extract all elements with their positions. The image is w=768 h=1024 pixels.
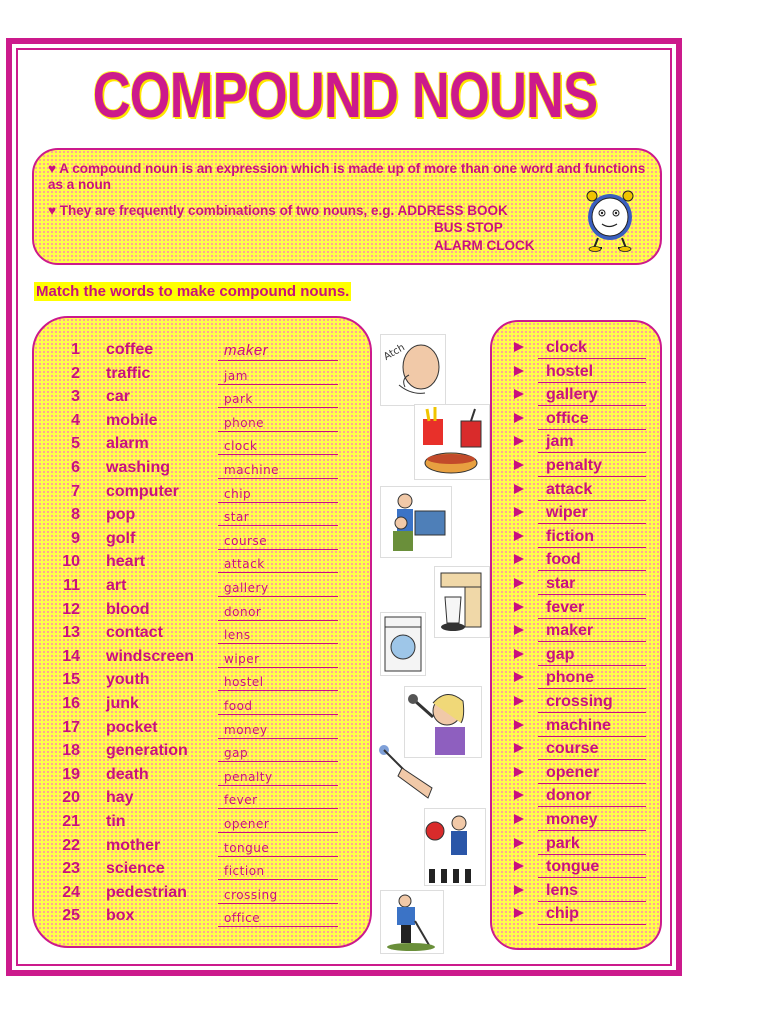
item-word: art bbox=[106, 577, 127, 594]
answer-text: star bbox=[224, 510, 250, 525]
item-number: 19 bbox=[62, 765, 80, 783]
list-item bbox=[0, 530, 360, 552]
list-item bbox=[0, 766, 360, 788]
item-number: 25 bbox=[62, 907, 80, 925]
arrow-bullet-icon bbox=[514, 507, 524, 517]
answer-text: crossing bbox=[224, 887, 278, 902]
arrow-bullet-icon bbox=[514, 366, 524, 376]
answer-line[interactable] bbox=[218, 860, 338, 880]
item-word: golf bbox=[106, 529, 136, 547]
list-item bbox=[0, 435, 360, 457]
list-item bbox=[0, 624, 360, 646]
list-item bbox=[0, 483, 360, 505]
item-word: traffic bbox=[106, 364, 151, 382]
item-number: 3 bbox=[71, 388, 80, 406]
answer-line[interactable] bbox=[218, 907, 338, 927]
answer-option: park bbox=[538, 835, 646, 855]
answer-text: machine bbox=[224, 463, 280, 477]
item-word: alarm bbox=[106, 435, 149, 453]
list-item bbox=[0, 884, 360, 906]
list-item bbox=[0, 742, 360, 764]
item-word: junk bbox=[106, 695, 139, 712]
list-item bbox=[0, 719, 360, 741]
golfer-illustration bbox=[380, 890, 444, 954]
answer-line[interactable] bbox=[218, 789, 338, 809]
list-item bbox=[0, 553, 360, 575]
answer-option: penalty bbox=[538, 457, 646, 477]
worksheet-title: COMPOUND NOUNS bbox=[92, 59, 598, 131]
arrow-bullet-icon bbox=[514, 838, 524, 848]
item-number: 21 bbox=[62, 813, 80, 830]
arrow-bullet-icon bbox=[514, 554, 524, 564]
answer-line[interactable] bbox=[218, 553, 338, 573]
list-item bbox=[0, 813, 360, 835]
arrow-bullet-icon bbox=[514, 460, 524, 470]
item-word: contact bbox=[106, 624, 163, 642]
answer-text: opener bbox=[224, 817, 270, 831]
list-item bbox=[0, 601, 360, 623]
item-word: windscreen bbox=[106, 647, 195, 665]
answer-option: gap bbox=[538, 646, 646, 666]
answer-option: attack bbox=[538, 481, 646, 501]
list-item bbox=[0, 648, 360, 670]
answer-option: money bbox=[538, 811, 646, 831]
answer-option: hostel bbox=[538, 363, 646, 383]
arrow-bullet-icon bbox=[514, 885, 524, 895]
junk-food-illustration bbox=[414, 404, 490, 480]
washing-machine-illustration bbox=[380, 612, 426, 676]
answer-line[interactable] bbox=[218, 388, 338, 408]
list-item bbox=[0, 837, 360, 859]
item-number: 2 bbox=[71, 364, 80, 382]
item-word: mother bbox=[106, 836, 161, 854]
definition-text: ♥ A compound noun is an expression which is made up of more than one word and functions as a noun bbox=[48, 161, 646, 192]
answer-option: machine bbox=[538, 717, 646, 737]
example-alarm-clock: ALARM CLOCK bbox=[434, 238, 535, 253]
answer-text: penalty bbox=[224, 769, 273, 784]
item-word: blood bbox=[106, 600, 150, 618]
item-number: 5 bbox=[71, 435, 80, 453]
item-number: 7 bbox=[71, 482, 80, 500]
arrow-bullet-icon bbox=[514, 861, 524, 871]
answer-text: office bbox=[224, 911, 261, 926]
list-item bbox=[0, 506, 360, 528]
answer-option: clock bbox=[538, 339, 646, 359]
answer-text: chip bbox=[224, 486, 252, 501]
item-number: 12 bbox=[62, 600, 80, 618]
item-word: mobile bbox=[106, 411, 158, 429]
answer-option: tongue bbox=[538, 858, 646, 878]
answer-text: course bbox=[224, 533, 268, 548]
item-number: 18 bbox=[62, 742, 80, 760]
item-word: computer bbox=[106, 482, 179, 500]
item-number: 13 bbox=[62, 624, 80, 642]
computer-users-illustration bbox=[380, 486, 452, 558]
answer-line[interactable] bbox=[218, 648, 338, 668]
answer-option: course bbox=[538, 740, 646, 760]
answer-line[interactable] bbox=[218, 577, 338, 597]
answer-line[interactable] bbox=[218, 742, 338, 762]
item-number: 15 bbox=[62, 671, 80, 689]
answer-option: donor bbox=[538, 787, 646, 807]
item-number: 22 bbox=[62, 836, 80, 854]
answer-option: office bbox=[538, 410, 646, 430]
sneezing-man-illustration bbox=[380, 334, 446, 406]
arrow-bullet-icon bbox=[514, 672, 524, 682]
answer-text: lens bbox=[224, 628, 251, 643]
answer-line[interactable] bbox=[218, 671, 338, 691]
answer-text: fiction bbox=[224, 864, 265, 879]
item-number: 8 bbox=[71, 506, 80, 524]
list-item bbox=[0, 365, 360, 387]
list-item bbox=[0, 459, 360, 481]
item-number: 11 bbox=[63, 577, 80, 594]
answer-text: gap bbox=[224, 746, 249, 761]
answer-line[interactable] bbox=[218, 530, 338, 550]
item-number: 24 bbox=[62, 883, 80, 901]
crossing-guard-illustration bbox=[424, 808, 486, 886]
answer-text: park bbox=[224, 392, 253, 407]
item-word: coffee bbox=[106, 341, 154, 358]
item-number: 1 bbox=[71, 341, 80, 358]
list-item bbox=[0, 341, 360, 363]
item-word: death bbox=[106, 765, 149, 783]
answer-line[interactable] bbox=[218, 365, 338, 385]
coffee-maker-illustration bbox=[434, 566, 490, 638]
arrow-bullet-icon bbox=[514, 436, 524, 446]
answer-option: jam bbox=[538, 433, 646, 453]
answer-line[interactable] bbox=[218, 766, 338, 786]
item-number: 23 bbox=[62, 860, 80, 878]
answer-line[interactable] bbox=[218, 837, 338, 857]
item-number: 16 bbox=[62, 695, 80, 712]
answer-line[interactable] bbox=[218, 483, 338, 503]
item-number: 4 bbox=[71, 411, 80, 429]
answer-option: phone bbox=[538, 669, 646, 689]
answer-text: maker bbox=[224, 342, 269, 359]
example-bus-stop: BUS STOP bbox=[434, 220, 503, 235]
arrow-bullet-icon bbox=[514, 389, 524, 399]
answer-text: money bbox=[224, 722, 268, 737]
arrow-bullet-icon bbox=[514, 908, 524, 918]
item-word: heart bbox=[106, 553, 146, 571]
answer-text: fever bbox=[224, 793, 258, 808]
svg-text:Atch: Atch bbox=[381, 342, 407, 363]
answer-line[interactable] bbox=[218, 341, 338, 361]
answer-option: fiction bbox=[538, 528, 646, 548]
answer-option: opener bbox=[538, 764, 646, 784]
answer-option: crossing bbox=[538, 693, 646, 713]
item-word: pedestrian bbox=[106, 883, 187, 901]
answer-line[interactable] bbox=[218, 813, 338, 833]
arrow-bullet-icon bbox=[514, 720, 524, 730]
answer-text: food bbox=[224, 699, 253, 713]
answer-option: star bbox=[538, 575, 646, 595]
answer-text: wiper bbox=[224, 651, 260, 666]
arrow-bullet-icon bbox=[514, 342, 524, 352]
answer-line[interactable] bbox=[218, 459, 338, 479]
list-item bbox=[0, 860, 360, 882]
arrow-bullet-icon bbox=[514, 484, 524, 494]
answer-text: hostel bbox=[224, 675, 264, 690]
arm-with-wand-illustration bbox=[376, 742, 440, 804]
item-word: washing bbox=[106, 459, 171, 476]
arrow-bullet-icon bbox=[514, 531, 524, 541]
item-number: 6 bbox=[71, 459, 80, 476]
answer-line[interactable] bbox=[218, 506, 338, 526]
answer-option: food bbox=[538, 551, 646, 571]
answer-option: gallery bbox=[538, 386, 646, 406]
answer-line[interactable] bbox=[218, 719, 338, 739]
item-number: 9 bbox=[71, 529, 80, 547]
arrow-bullet-icon bbox=[514, 602, 524, 612]
answer-text: attack bbox=[224, 557, 265, 572]
answer-option: fever bbox=[538, 599, 646, 619]
arrow-bullet-icon bbox=[514, 743, 524, 753]
item-number: 10 bbox=[62, 553, 80, 571]
answer-line[interactable] bbox=[218, 435, 338, 455]
item-number: 20 bbox=[62, 789, 80, 807]
item-word: car bbox=[106, 388, 131, 406]
item-word: science bbox=[106, 860, 165, 878]
list-item bbox=[0, 577, 360, 599]
combinations-text: ♥ They are frequently combinations of two nouns, e.g. ADDRESS BOOK bbox=[48, 203, 508, 218]
item-word: pop bbox=[106, 506, 136, 524]
arrow-bullet-icon bbox=[514, 767, 524, 777]
item-word: box bbox=[106, 907, 135, 925]
item-word: youth bbox=[106, 671, 150, 689]
arrow-bullet-icon bbox=[514, 814, 524, 824]
arrow-bullet-icon bbox=[514, 649, 524, 659]
list-item bbox=[0, 695, 360, 717]
list-item bbox=[0, 789, 360, 811]
item-word: tin bbox=[106, 813, 126, 830]
answer-text: tongue bbox=[224, 840, 270, 855]
answer-text: gallery bbox=[224, 581, 269, 595]
answer-option: chip bbox=[538, 905, 646, 925]
list-item bbox=[0, 671, 360, 693]
item-word: hay bbox=[106, 789, 134, 807]
item-word: pocket bbox=[106, 718, 158, 736]
list-item bbox=[0, 907, 360, 929]
answer-line[interactable] bbox=[218, 624, 338, 644]
arrow-bullet-icon bbox=[514, 578, 524, 588]
answer-option: lens bbox=[538, 882, 646, 902]
answer-option: maker bbox=[538, 622, 646, 642]
arrow-bullet-icon bbox=[514, 790, 524, 800]
alarm-clock-icon bbox=[580, 188, 640, 252]
instruction-text: Match the words to make compound nouns. bbox=[36, 283, 350, 300]
answer-text: phone bbox=[224, 415, 265, 430]
answer-line[interactable] bbox=[218, 884, 338, 904]
arrow-bullet-icon bbox=[514, 696, 524, 706]
answer-text: clock bbox=[224, 439, 258, 454]
list-item bbox=[0, 412, 360, 434]
answer-line[interactable] bbox=[218, 695, 338, 715]
item-number: 17 bbox=[62, 718, 80, 736]
list-item bbox=[0, 388, 360, 410]
arrow-bullet-icon bbox=[514, 413, 524, 423]
item-number: 14 bbox=[62, 647, 80, 665]
item-word: generation bbox=[106, 742, 188, 760]
answer-line[interactable] bbox=[218, 412, 338, 432]
answer-line[interactable] bbox=[218, 601, 338, 621]
answer-option: wiper bbox=[538, 504, 646, 524]
answer-text: jam bbox=[224, 368, 248, 383]
answer-text: donor bbox=[224, 604, 262, 619]
arrow-bullet-icon bbox=[514, 625, 524, 635]
